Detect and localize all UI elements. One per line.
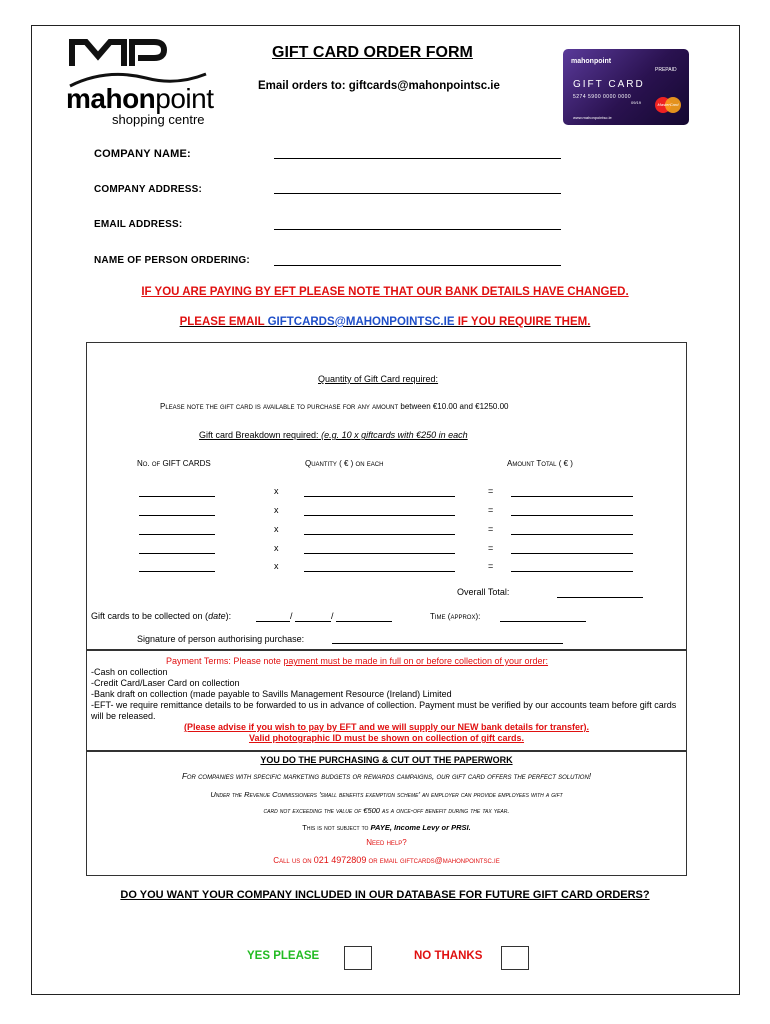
promo-heading: YOU DO THE PURCHASING & CUT OUT THE PAPERWORK: [260, 755, 513, 765]
amount-total-input[interactable]: [511, 515, 633, 516]
equals-sign: =: [488, 486, 494, 496]
card-label: GIFT CARD: [573, 79, 645, 90]
times-sign: x: [274, 505, 279, 515]
collection-month-input[interactable]: [295, 621, 331, 622]
quantity-heading: Quantity of Gift Card required:: [318, 374, 439, 384]
equals-sign: =: [488, 524, 494, 534]
amount-total-input[interactable]: [511, 496, 633, 497]
collect-label-date: date: [208, 611, 226, 621]
payment-terms-underlined: payment must be made in full on or before collection of your order:: [283, 656, 549, 666]
card-valid: 09/19: [631, 100, 642, 105]
no-of-cards-input[interactable]: [139, 571, 215, 572]
payment-line-card: -Credit Card/Laser Card on collection: [91, 678, 240, 688]
signature-input[interactable]: [332, 643, 563, 644]
payment-line-eft: -EFT- we require remittance details to be forwarded to us in advance of collection. Payment must be verified by our accounts team before gift cards will be released.: [91, 700, 677, 721]
amount-note-prefix: Please note the gift card is available to purchase for any amount: [160, 402, 399, 411]
call-us-mid: or email: [366, 856, 401, 865]
require-details-suffix: IF YOU REQUIRE THEM.: [454, 316, 591, 328]
promo-line-3: card not exceeding the value of €500 as a once-off benefit during the tax year.: [263, 806, 510, 815]
page-title: GIFT CARD ORDER FORM: [272, 44, 473, 61]
payment-terms-prefix: Payment Terms: Please note: [166, 656, 284, 666]
breakdown-label: Gift card Breakdown required:: [199, 430, 319, 440]
no-of-cards-input[interactable]: [139, 496, 215, 497]
amount-note: [160, 402, 509, 411]
help-email-link[interactable]: giftcards@mahonpointsc.ie: [400, 856, 500, 865]
company-address-field[interactable]: [274, 193, 561, 194]
times-sign: x: [274, 486, 279, 496]
breakdown-line: [199, 430, 468, 440]
amount-total-input[interactable]: [511, 534, 633, 535]
person-ordering-label: NAME OF PERSON ORDERING:: [94, 255, 250, 266]
logo-brand-text: mahonpoint: [66, 83, 214, 114]
quantity-each-input[interactable]: [304, 571, 455, 572]
giftcards-email-link[interactable]: GIFTCARDS@MAHONPOINTSC.IE: [267, 316, 455, 328]
collection-day-input[interactable]: [256, 621, 290, 622]
card-prepaid: PREPAID: [655, 67, 677, 73]
require-details-prefix: PLEASE EMAIL: [179, 316, 268, 328]
eft-advise-note: (Please advise if you wish to pay by EFT and we will supply our NEW bank details for transfer).: [183, 722, 590, 732]
photo-id-note: Valid photographic ID must be shown on collection of gift cards.: [248, 733, 525, 743]
equals-sign: =: [488, 505, 494, 515]
email-address-field[interactable]: [274, 229, 561, 230]
collection-year-input[interactable]: [336, 621, 392, 622]
yes-please-label: YES PLEASE: [247, 950, 320, 962]
no-of-cards-input[interactable]: [139, 534, 215, 535]
collect-label-suffix: ):: [225, 611, 232, 621]
card-brand: mahonpoint: [571, 58, 612, 65]
breakdown-example: (e.g. 10 x giftcards with €250 in each: [321, 430, 468, 440]
equals-sign: =: [488, 561, 494, 571]
promo-line-4-prefix: This is not subject to: [302, 823, 371, 832]
promo-line-4-bold: PAYE, Income Levy or PRSI.: [370, 823, 471, 832]
overall-total-input[interactable]: [557, 597, 643, 598]
person-ordering-field[interactable]: [274, 265, 561, 266]
payment-line-draft: -Bank draft on collection (made payable to Savills Management Resource (Ireland) Limited: [91, 689, 452, 699]
logo-subtitle: shopping centre: [112, 112, 205, 127]
payment-terms-heading: [166, 656, 548, 666]
collect-label-prefix: Gift cards to be collected on (: [91, 611, 209, 621]
col-header-no-cards: No. of GIFT CARDS: [137, 459, 211, 468]
time-approx-label: Time (approx):: [430, 612, 481, 621]
need-help-label: Need help?: [366, 838, 407, 847]
quantity-each-input[interactable]: [304, 553, 455, 554]
promo-line-4: [86, 823, 687, 832]
amount-total-input[interactable]: [511, 553, 633, 554]
times-sign: x: [274, 561, 279, 571]
payment-line-cash: -Cash on collection: [91, 667, 168, 677]
company-name-field[interactable]: [274, 158, 561, 159]
card-website: www.mahonpointsc.ie: [573, 115, 612, 120]
no-thanks-label: NO THANKS: [414, 950, 483, 962]
times-sign: x: [274, 543, 279, 553]
collection-date-label: [91, 611, 231, 621]
eft-changed-notice: IF YOU ARE PAYING BY EFT PLEASE NOTE THAT OUR BANK DETAILS HAVE CHANGED.: [141, 286, 629, 298]
col-header-amount: Amount Total ( € ): [507, 459, 573, 468]
quantity-each-input[interactable]: [304, 496, 455, 497]
no-thanks-checkbox[interactable]: [501, 946, 529, 970]
company-address-label: COMPANY ADDRESS:: [94, 184, 203, 195]
amount-note-range: between €10.00 and €1250.00: [400, 402, 509, 411]
times-sign: x: [274, 524, 279, 534]
signature-label: Signature of person authorising purchase:: [137, 634, 305, 644]
no-of-cards-input[interactable]: [139, 515, 215, 516]
promo-line-1: For companies with specific marketing budgets or rewards campaigns, our gift card offers the perfect solution!: [181, 772, 592, 781]
company-name-label: COMPANY NAME:: [94, 148, 191, 160]
quantity-each-input[interactable]: [304, 515, 455, 516]
call-us-prefix: Call us on: [273, 856, 314, 865]
database-question: DO YOU WANT YOUR COMPANY INCLUDED IN OUR DATABASE FOR FUTURE GIFT CARD ORDERS?: [120, 889, 650, 901]
date-separator: /: [290, 611, 293, 621]
require-details-notice: [30, 316, 740, 328]
email-address-label: EMAIL ADDRESS:: [94, 219, 183, 230]
promo-line-2: Under the Revenue Commissioners 'small benefits exemption scheme' an employer can provide employees with a gift: [210, 790, 563, 799]
no-of-cards-input[interactable]: [139, 553, 215, 554]
phone-number-link[interactable]: 021 4972809: [313, 855, 367, 865]
amount-total-input[interactable]: [511, 571, 633, 572]
card-number: 5274 5900 0000 0000: [573, 94, 632, 100]
email-orders-line: Email orders to: giftcards@mahonpointsc.ie: [258, 80, 500, 92]
equals-sign: =: [488, 543, 494, 553]
quantity-each-input[interactable]: [304, 534, 455, 535]
yes-please-checkbox[interactable]: [344, 946, 372, 970]
date-separator: /: [331, 611, 334, 621]
card-network: MasterCard: [657, 102, 679, 107]
gift-card-image: [563, 49, 689, 125]
overall-total-label: Overall Total:: [457, 587, 510, 597]
col-header-quantity: Quantity ( € ) on each: [305, 459, 384, 468]
time-approx-input[interactable]: [500, 621, 586, 622]
mahonpoint-logo: [66, 38, 216, 130]
call-us-line: [86, 855, 687, 865]
